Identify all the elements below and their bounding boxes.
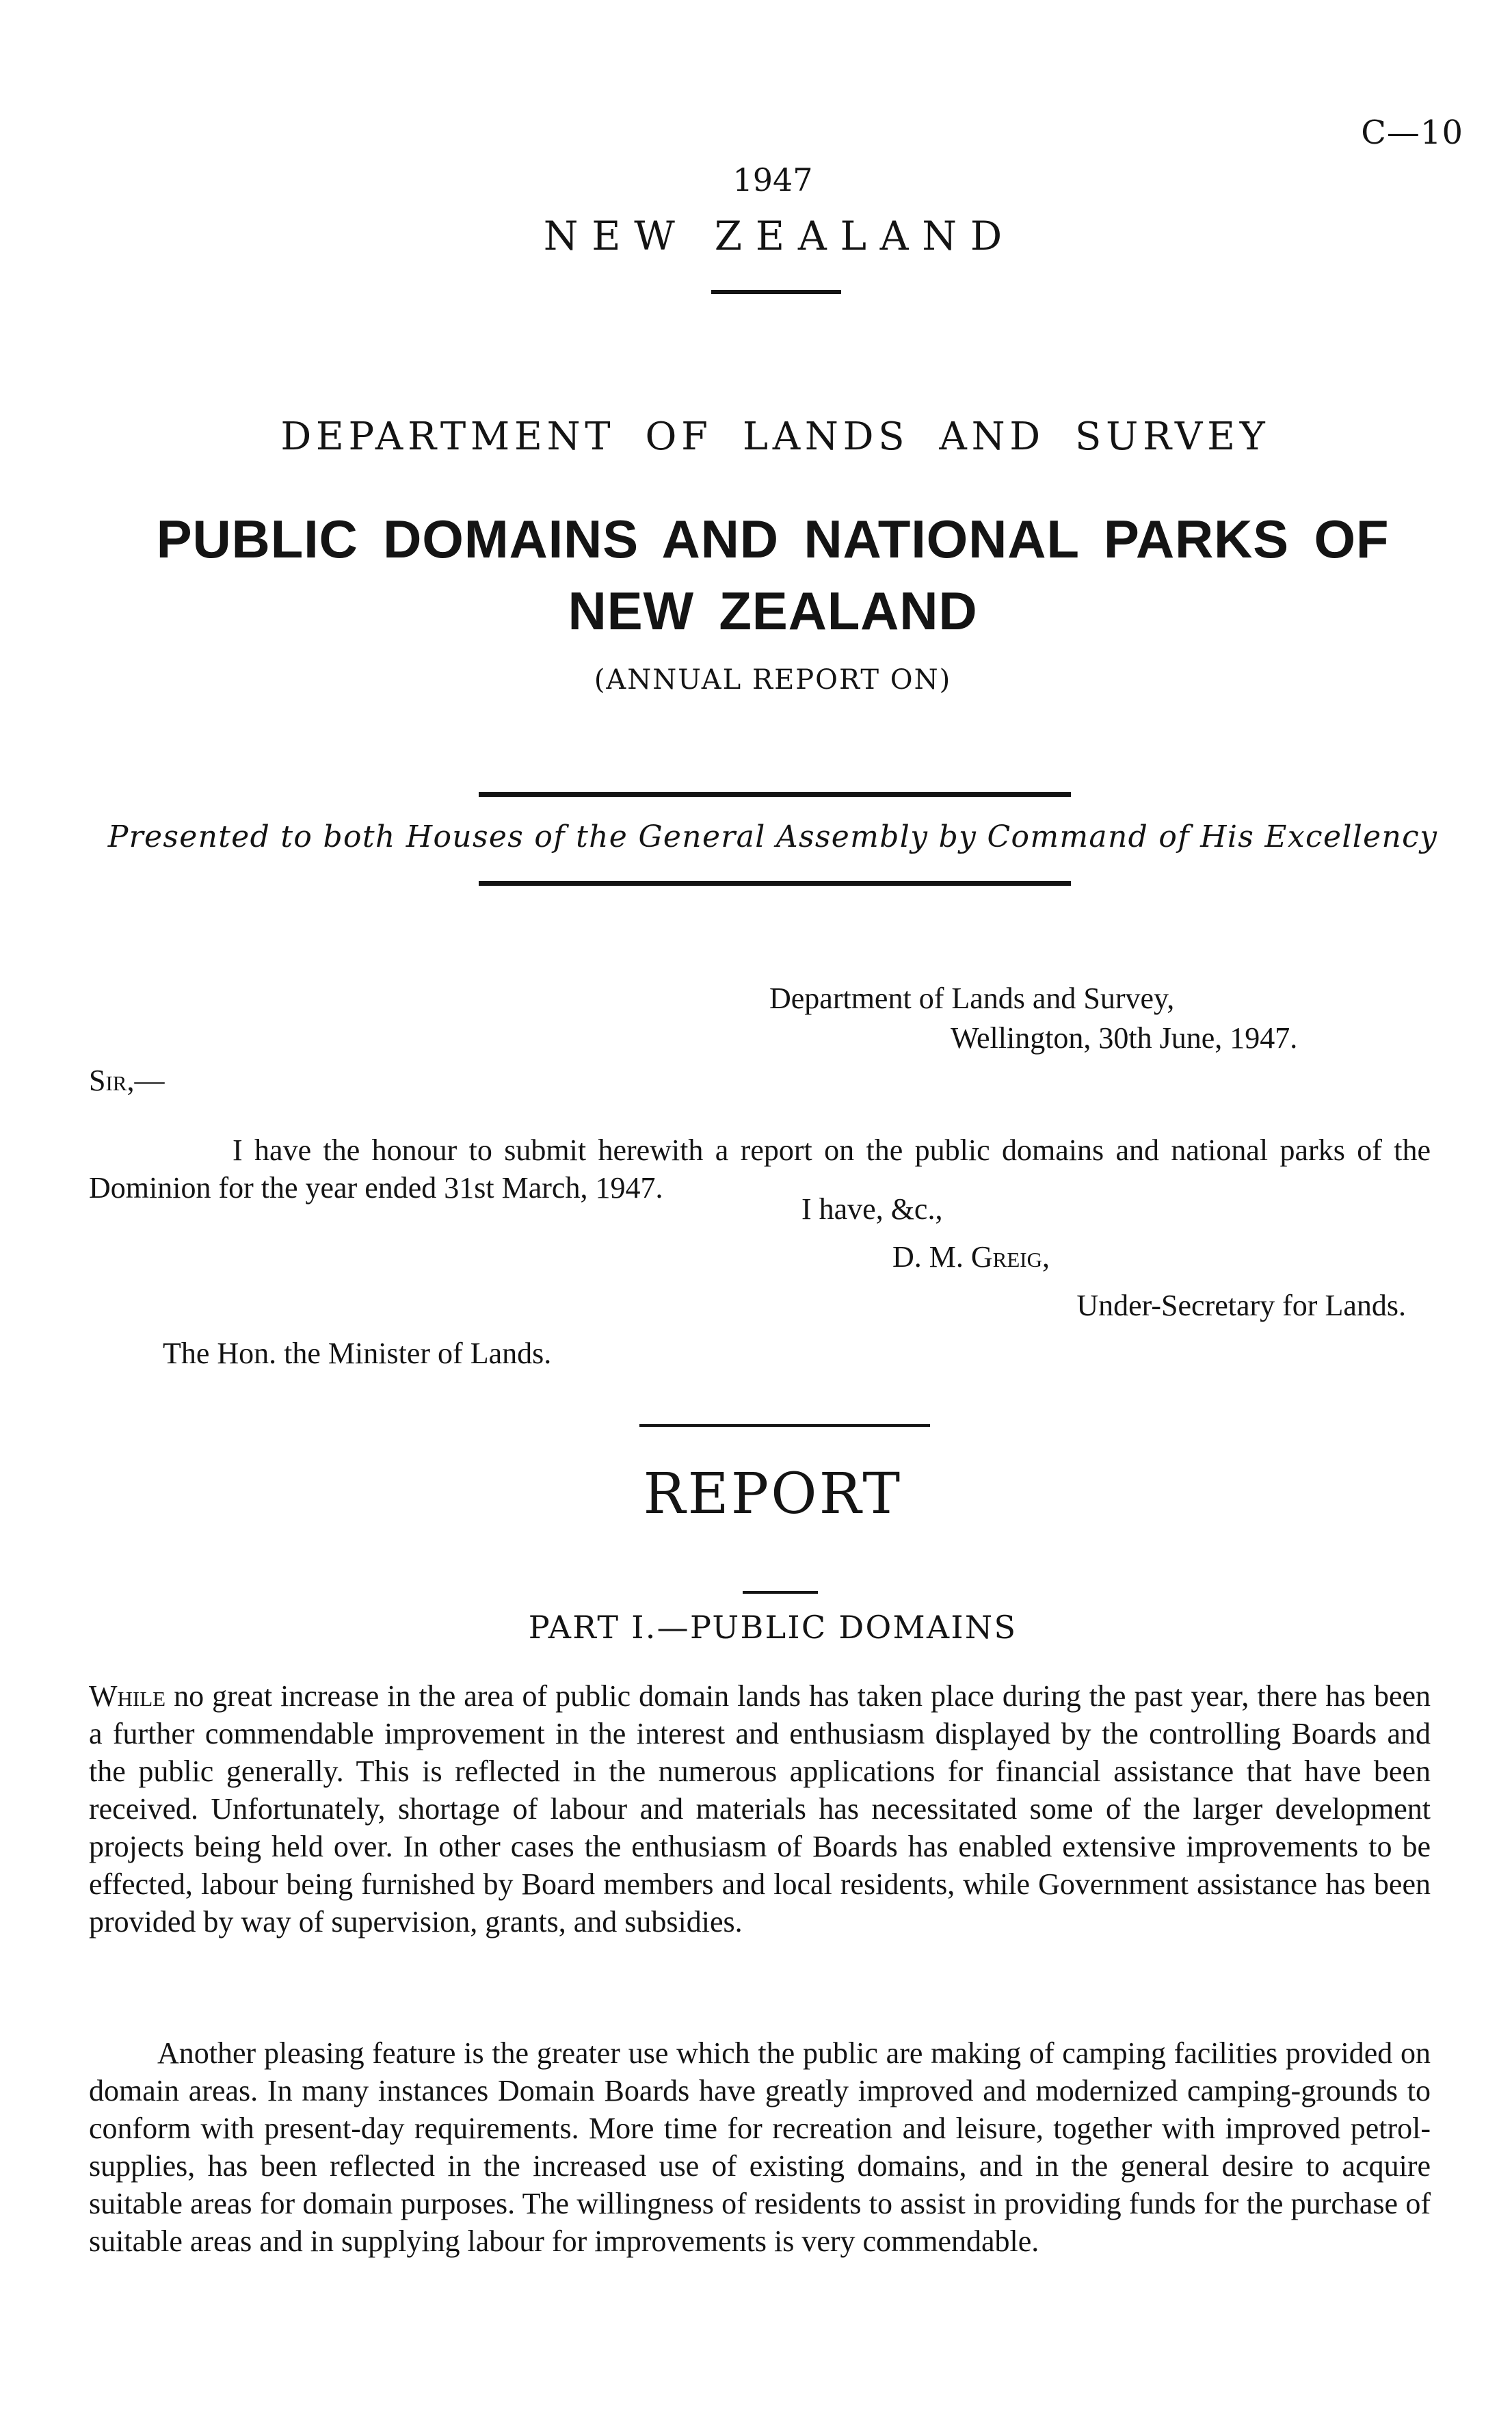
report-subtitle: (ANNUAL REPORT ON) — [594, 664, 952, 696]
report-section-heading: REPORT — [643, 1462, 903, 1527]
letter-body: I have the honour to submit herewith a report on the public domains and national parks of the Dominion for the year ended 31st March, 1947. — [89, 1133, 1431, 1205]
presented-line: Presented to both Houses of the General Assembly by Command of His Excellency — [107, 819, 1438, 854]
part-one-heading: PART I.—PUBLIC DOMAINS — [528, 1609, 1018, 1646]
letter-addressee: The Hon. the Minister of Lands. — [163, 1337, 552, 1370]
divider-rule-below-presented — [479, 881, 1071, 886]
country-heading: NEW ZEALAND — [543, 213, 1016, 259]
letter-address-line-1: Department of Lands and Survey, — [769, 982, 1175, 1015]
report-paragraph-1 — [89, 1677, 1431, 1941]
letter-signature: D. M. Greig, — [892, 1240, 1050, 1274]
year-heading: 1947 — [732, 161, 813, 198]
paragraph-lead-word: While — [89, 1679, 166, 1713]
paragraph-1-text: no great increase in the area of public domain lands has taken place during the past year, there has been a further commendable improvement in the interest and enthusiasm displayed by the controlling Boards and the public generally. This is reflected in the numerous applications for financial assistance that have been received. Unfortunately, shortage of labour and materials has necessitated some of the larger development projects being held over. In other cases the enthusiasm of Boards has enabled extensive improvements to be effected, labour being furnished by Board members and local residents, while Government assistance has been provided by way of supervision, grants, and subsidies. — [89, 1679, 1431, 1939]
department-heading: DEPARTMENT OF LANDS AND SURVEY — [280, 415, 1270, 459]
paper-reference-number: C—10 — [1361, 114, 1463, 152]
divider-rule-above-report — [639, 1424, 930, 1427]
letter-valediction: I have, &c., — [801, 1192, 943, 1226]
divider-rule-below-report — [743, 1591, 818, 1594]
report-title: PUBLIC DOMAINS AND NATIONAL PARKS OF NEW ZEALAND — [156, 509, 1390, 641]
letter-salutation: Sir,— — [89, 1064, 165, 1097]
letter-address-line-2: Wellington, 30th June, 1947. — [951, 1021, 1298, 1055]
divider-rule-under-country — [711, 290, 841, 294]
divider-rule-above-presented — [479, 792, 1071, 797]
letter-signature-title: Under-Secretary for Lands. — [1076, 1289, 1406, 1322]
report-paragraph-2: Another pleasing feature is the greater use which the public are making of camping facilities provided on domain areas. In many instances Domain Boards have greatly improved and modernized camping-grounds to conform with present-day requirements. More time for recreation and leisure, together with improved petrol-supplies, has been reflected in the increased use of existing domains, and in the general desire to acquire suitable areas for domain purposes. The willingness of residents to assist in providing funds for the purchase of suitable areas and in supplying labour for improvements is very commendable. — [89, 2036, 1431, 2258]
